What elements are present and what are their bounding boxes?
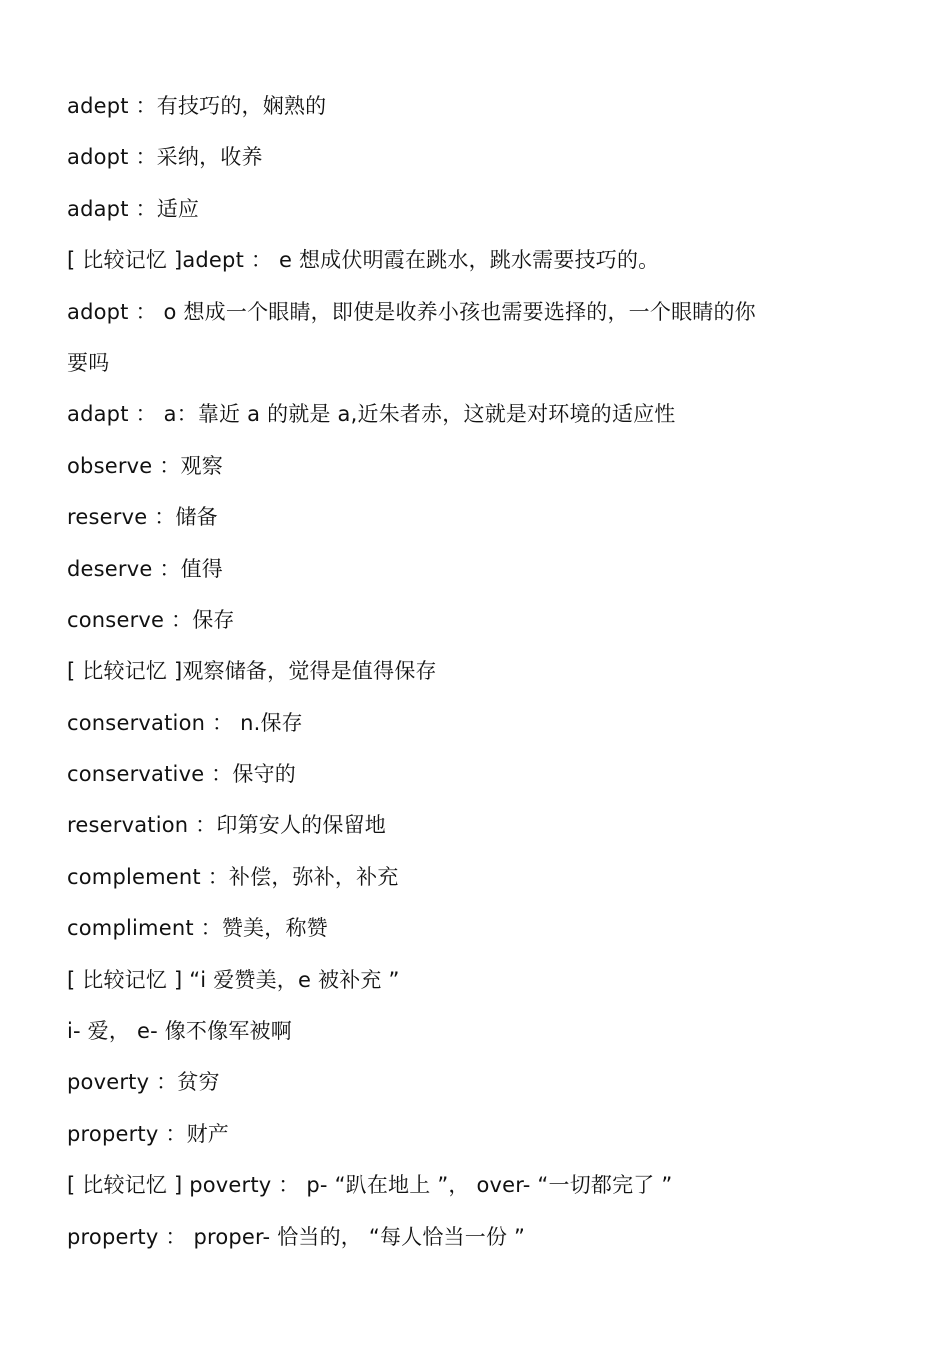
text-line: conserve ：保存 bbox=[67, 607, 235, 632]
text-line: adopt ：采纳，收养 bbox=[67, 145, 263, 170]
text-line: [ 比较记忆 ]观察储备，觉得是值得保存 bbox=[67, 659, 437, 684]
text-line: complement ：补偿，弥补，补充 bbox=[67, 864, 399, 889]
text-line: [ 比较记忆 ] “i 爱赞美，e 被补充 ” bbox=[67, 967, 400, 992]
text-line: 要吗 bbox=[67, 350, 110, 375]
text-line: i- 爱， e- 像不像军被啊 bbox=[67, 1019, 292, 1044]
text-line: observe ：观察 bbox=[67, 453, 223, 478]
text-line: adapt ：适应 bbox=[67, 196, 200, 221]
text-line: conservation ： n.保存 bbox=[67, 710, 303, 735]
text-line: conservative ：保守的 bbox=[67, 762, 296, 787]
text-line: property ： proper- 恰当的， “每人恰当一份 ” bbox=[67, 1224, 526, 1249]
text-line: property ：财产 bbox=[67, 1121, 229, 1146]
vocabulary-notes bbox=[67, 88, 847, 1270]
text-line: [ 比较记忆 ]adept ： e 想成伏明霞在跳水，跳水需要技巧的。 bbox=[67, 248, 660, 273]
text-line: [ 比较记忆 ] poverty ： p- “趴在地上 ”， over- “一切都完了 ” bbox=[67, 1173, 673, 1198]
text-line: deserve ：值得 bbox=[67, 556, 223, 581]
text-line: adapt ： a：靠近 a 的就是 a,近朱者赤，这就是对环境的适应性 bbox=[67, 402, 676, 427]
text-line: reserve ：储备 bbox=[67, 505, 218, 530]
text-line: poverty ：贫穷 bbox=[67, 1070, 220, 1095]
text-line: reservation ：印第安人的保留地 bbox=[67, 813, 386, 838]
text-line: compliment ：赞美，称赞 bbox=[67, 916, 328, 941]
text-line: adopt ： o 想成一个眼睛，即使是收养小孩也需要选择的，一个眼睛的你 bbox=[67, 299, 756, 324]
text-line: adept ：有技巧的，娴熟的 bbox=[67, 94, 327, 118]
